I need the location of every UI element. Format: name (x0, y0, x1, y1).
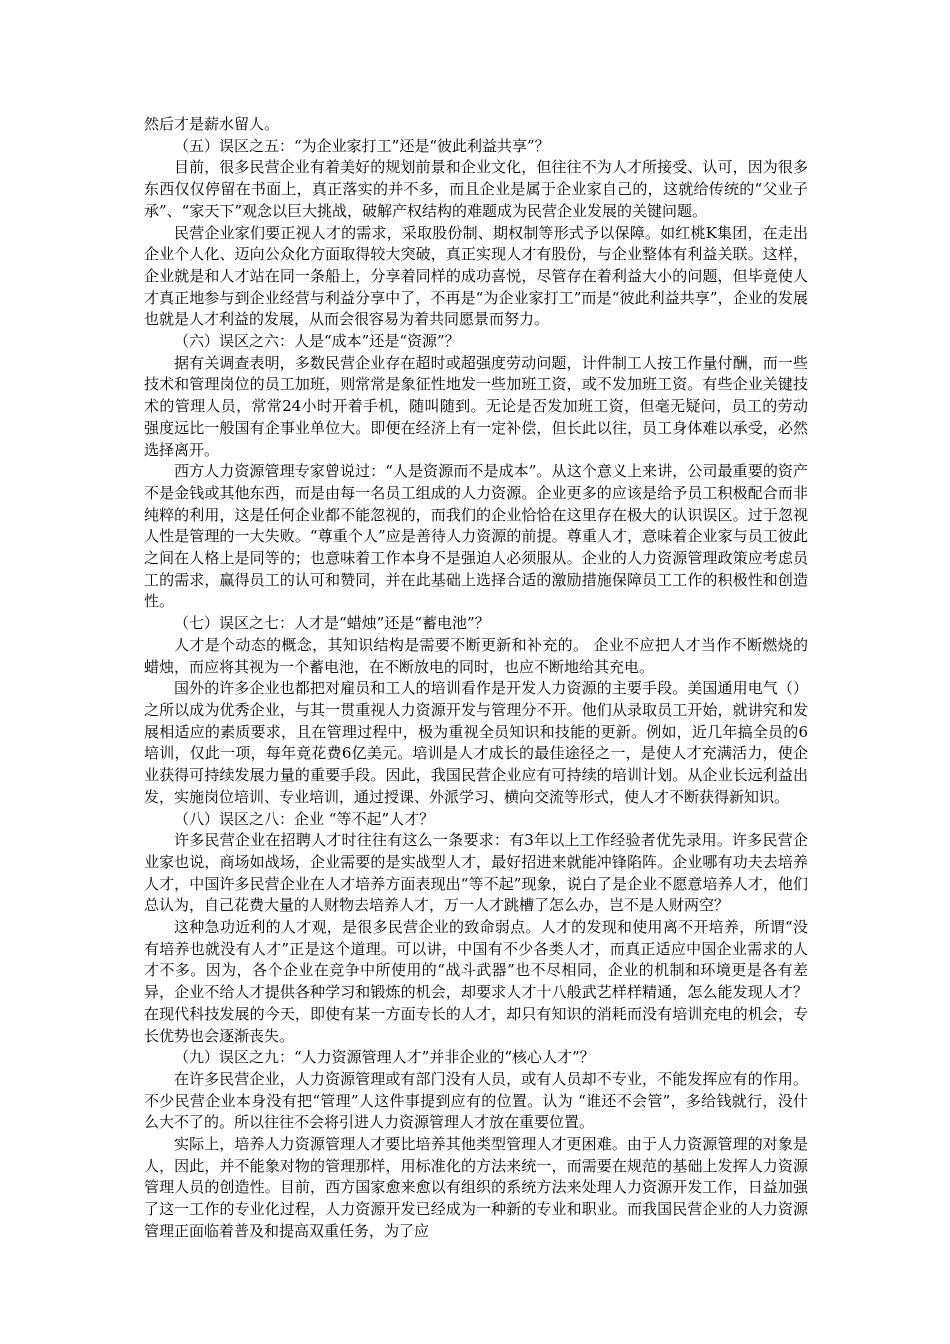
paragraph: 许多民营企业在招聘人才时往往有这么一条要求：有3年以上工作经验者优先录用。许多民营企业家也说，商场如战场，企业需要的是实战型人才，最好招进来就能冲锋陷阵。企业哪有功夫去培养人才，中国许多民营企业在人才培养方面表现出“等不起”现象，说白了是企业不愿意培养人才，他们总认为，自己花费大量的人财物去培养人才，万一人才跳槽了怎么办，岂不是人财两空？ (144, 831, 808, 915)
paragraph: 西方人力资源管理专家曾说过：“人是资源而不是成本”。从这个意义上来讲，公司最重要的资产不是金钱或其他东西，而是由每一名员工组成的人力资源。企业更多的应该是给予员工积极配合而非纯粹的利用，这是任何企业都不能忽视的，而我们的企业恰恰在这里存在极大的认识误区。过于忽视人性是管理的一大失败。“尊重个人”应是善待人力资源的前提。尊重人才，意味着企业家与员工彼此之间在人格上是同等的；也意味着工作本身不是强迫人必须服从。企业的人力资源管理政策应考虑员工的需求，赢得员工的认可和赞同，并在此基础上选择合适的激励措施保障员工工作的积极性和创造性。 (144, 462, 808, 611)
section-heading-6: （六）误区之六：人是“成本”还是“资源”？ (174, 332, 460, 351)
paragraph: 这种急功近利的人才观，是很多民营企业的致命弱点。人才的发现和使用离不开培养，所谓“没有培养也就没有人才”正是这个道理。可以讲，中国有不少各类人才，而真正适应中国企业需求的人才不多。因为，各个企业在竞争中所使用的“战斗武器”也不尽相同，企业的机制和环境更是各有差异，企业不给人才提供各种学习和锻炼的机会，却要求人才十八般武艺样样精通，怎么能发现人才？在现代科技发展的今天，即使有某一方面专长的人才，却只有知识的消耗而没有培训充电的机会，专长优势也会逐渐丧失。 (144, 918, 808, 1045)
paragraph-continuation: 然后才是薪水留人。 (144, 115, 280, 133)
paragraph: 国外的许多企业也都把对雇员和工人的培训看作是开发人力资源的主要手段。美国通用电气（）之所以成为优秀企业，与其一贯重视人力资源开发与管理分不开。他们从录取员工开始，就讲究和发展相适应的素质要求，且在管理过程中，极为重视全员知识和技能的更新。例如，近几年搞全员的6培训，仅此一项，每年竟花费6亿美元。培训是人才成长的最佳途径之一，是使人才充满活力，使企业获得可持续发展力量的重要手段。因此，我国民营企业应有可持续的培训计划。从企业长远利益出发，实施岗位培训、专业培训，通过授课、外派学习、横向交流等形式，使人才不断获得新知识。 (144, 679, 808, 806)
section-heading-7: （七）误区之七：人才是“蜡烛”还是“蓄电池”？ (174, 614, 490, 633)
section-heading-8: （八）误区之八：企业 “等不起”人才？ (174, 809, 435, 828)
paragraph: 实际上，培养人力资源管理人才要比培养其他类型管理人才更困难。由于人力资源管理的对象是人，因此，并不能象对物的管理那样，用标准化的方法来统一，而需要在规范的基础上发挥人力资源管理人员的创造性。目前，西方国家愈来愈以有组织的系统方法来处理人力资源开发工作，日益加强了这一工作的专业化过程，人力资源开发已经成为一种新的专业和职业。而我国民营企业的人力资源管理正面临着普及和提高双重任务，为了应 (144, 1135, 808, 1240)
section-heading-5: （五）误区之五：“为企业家打工”还是“彼此利益共享”？ (174, 136, 550, 155)
section-heading-9: （九）误区之九：“人力资源管理人才”并非企业的“核心人才”？ (174, 1048, 595, 1067)
document-body (144, 114, 808, 1243)
paragraph: 民营企业家们要正视人才的需求，采取股份制、期权制等形式予以保障。如红桃K集团，在走出企业个人化、迈向公众化方面取得较大突破，真正实现人才有股份，与企业整体有利益关联。这样，企业就是和人才站在同一条船上，分享着同样的成功喜悦，尽管存在着利益大小的问题，但毕竟使人才真正地参与到企业经营与利益分享中了，不再是“为企业家打工”而是“彼此利益共享”，企业的发展也就是人才利益的发展，从而会很容易为着共同愿景而努力。 (144, 223, 808, 329)
paragraph: 目前，很多民营企业有着美好的规划前景和企业文化，但往往不为人才所接受、认可，因为很多东西仅仅停留在书面上，真正落实的并不多，而且企业是属于企业家自己的，这就给传统的“父业子承”、“家天下”观念以巨大挑战，破解产权结构的难题成为民营企业发展的关键问题。 (144, 158, 808, 220)
paragraph: 在许多民营企业，人力资源管理或有部门没有人员，或有人员却不专业，不能发挥应有的作用。不少民营企业本身没有把“管理”人这件事提到应有的位置。认为 “谁还不会管”，多给钱就行，没什么大不了的。所以往往不会将引进人力资源管理人才放在重要位置。 (144, 1069, 808, 1132)
paragraph: 据有关调查表明，多数民营企业存在超时或超强度劳动问题，计件制工人按工作量付酬，而一些技术和管理岗位的员工加班，则常常是象征性地发一些加班工资，或不发加班工资。有些企业关键技术的管理人员，常常24小时开着手机，随叫随到。无论是否发加班工资，但毫无疑问，员工的劳动强度远比一般国有企事业单位大。即便在经济上有一定补偿，但长此以往，员工身体难以承受，必然选择离开。 (144, 353, 808, 459)
paragraph: 人才是个动态的概念，其知识结构是需要不断更新和补充的。 企业不应把人才当作不断燃烧的蜡烛，而应将其视为一个蓄电池，在不断放电的同时，也应不断地给其充电。 (144, 635, 808, 676)
